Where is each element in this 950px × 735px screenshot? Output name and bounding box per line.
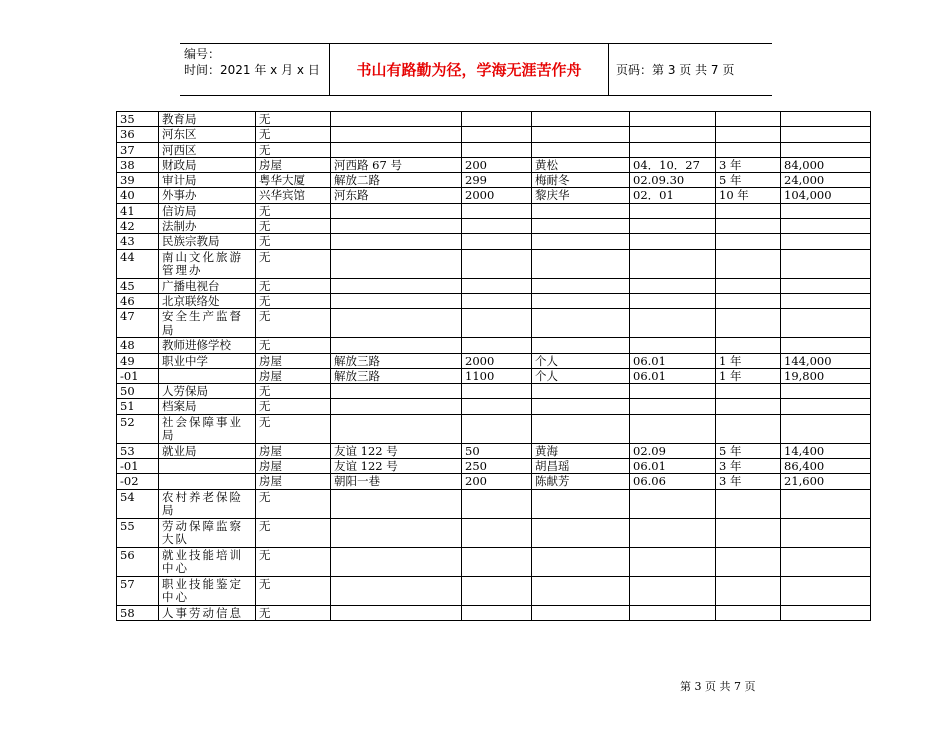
table-cell: 无 [256,338,331,353]
table-row [117,142,871,157]
table-cell: 19,800 [781,368,871,383]
table-cell [532,219,630,234]
table-row [117,399,871,414]
table-cell: 房屋 [256,353,331,368]
table-cell [331,203,462,218]
table-cell [781,547,871,576]
table-cell: 47 [117,309,159,338]
table-cell: 3 年 [716,474,781,489]
table-cell: 房屋 [256,368,331,383]
table-row [117,368,871,383]
table-cell: 02．01 [630,188,716,203]
table-cell: 无 [256,249,331,278]
table-cell: 解放三路 [331,368,462,383]
table-cell [331,547,462,576]
table-cell [159,459,256,474]
table-cell [462,489,532,518]
table-cell: 安全生产监督局 [159,309,256,338]
table-cell: 144,000 [781,353,871,368]
table-cell [331,489,462,518]
table-cell: 房屋 [256,157,331,172]
table-cell [462,399,532,414]
table-cell: 房屋 [256,443,331,458]
table-cell: 43 [117,234,159,249]
table-cell [781,414,871,443]
table-cell: 社会保障事业局 [159,414,256,443]
table-cell [462,338,532,353]
table-cell [532,338,630,353]
table-cell: 房屋 [256,459,331,474]
table-cell: 45 [117,278,159,293]
table-cell: 1 年 [716,368,781,383]
table-cell: 56 [117,547,159,576]
table-cell [532,234,630,249]
table-row [117,338,871,353]
table-cell [630,278,716,293]
table-cell [331,309,462,338]
table-row [117,203,871,218]
table-cell: 84,000 [781,157,871,172]
table-cell [630,234,716,249]
table-cell: 无 [256,219,331,234]
number-label: 编号： [184,47,221,61]
table-cell [781,309,871,338]
table-cell [781,338,871,353]
table-cell: 86,400 [781,459,871,474]
table-cell [331,338,462,353]
table-cell: 104,000 [781,188,871,203]
table-row [117,353,871,368]
table-cell: 无 [256,293,331,308]
table-cell [532,547,630,576]
table-cell [781,278,871,293]
table-cell: 2000 [462,353,532,368]
table-cell: 职业技能鉴定中心 [159,576,256,605]
table-cell [532,309,630,338]
table-cell: 广播电视台 [159,278,256,293]
table-cell [630,489,716,518]
table-cell [630,203,716,218]
table-cell: 就业技能培训中心 [159,547,256,576]
table-cell [331,234,462,249]
table-cell [630,547,716,576]
table-cell [462,605,532,620]
table-row [117,443,871,458]
table-cell: 24,000 [781,173,871,188]
table-cell [716,127,781,142]
table-cell [532,605,630,620]
table-cell [716,142,781,157]
table-cell [462,384,532,399]
time-label: 时间：2021 年 x 月 x 日 [184,63,320,77]
table-cell: 外事办 [159,188,256,203]
table-cell: 无 [256,547,331,576]
table-cell: 信访局 [159,203,256,218]
table-cell: 42 [117,219,159,234]
table-cell [462,142,532,157]
table-cell: 200 [462,157,532,172]
table-cell [532,384,630,399]
table-cell: 友谊 122 号 [331,443,462,458]
table-cell [781,234,871,249]
table-row [117,157,871,172]
table-cell: 职业中学 [159,353,256,368]
table-cell: -02 [117,474,159,489]
table-cell: 10 年 [716,188,781,203]
table-row [117,173,871,188]
table-cell [781,293,871,308]
table-cell: 黄松 [532,157,630,172]
table-cell [532,399,630,414]
table-cell: 陈献芳 [532,474,630,489]
table-cell [462,219,532,234]
table-row [117,474,871,489]
table-cell [532,518,630,547]
table-row [117,127,871,142]
table-cell [630,414,716,443]
table-cell: 52 [117,414,159,443]
table-cell: 1100 [462,368,532,383]
table-cell: 37 [117,142,159,157]
table-cell [331,605,462,620]
table-cell: 无 [256,489,331,518]
table-cell: 河西路 67 号 [331,157,462,172]
table-cell: 河西区 [159,142,256,157]
table-cell: 解放三路 [331,353,462,368]
table-cell: 06.01 [630,353,716,368]
table-cell: 50 [462,443,532,458]
table-cell [331,518,462,547]
table-cell [716,309,781,338]
table-cell: 人劳保局 [159,384,256,399]
table-cell: 02.09 [630,443,716,458]
table-cell: 无 [256,576,331,605]
table-cell [331,278,462,293]
table-cell: 48 [117,338,159,353]
table-cell: 朝阳一巷 [331,474,462,489]
table-cell: 个人 [532,353,630,368]
table-cell [532,293,630,308]
table-row [117,249,871,278]
table-cell: 5 年 [716,443,781,458]
table-cell [781,489,871,518]
table-cell: 无 [256,112,331,127]
table-cell [630,142,716,157]
table-cell: 55 [117,518,159,547]
table-cell [159,368,256,383]
table-cell: 54 [117,489,159,518]
table-cell: 41 [117,203,159,218]
table-cell: 人事劳动信息 [159,605,256,620]
table-cell [630,127,716,142]
table-cell: 无 [256,203,331,218]
table-cell: 财政局 [159,157,256,172]
table-cell: 14,400 [781,443,871,458]
table-cell: 2000 [462,188,532,203]
table-cell: -01 [117,459,159,474]
table-cell: 无 [256,384,331,399]
table-cell: 解放二路 [331,173,462,188]
table-cell [716,576,781,605]
table-cell: 农村养老保险局 [159,489,256,518]
table-cell [331,219,462,234]
table-cell [716,338,781,353]
table-cell [630,112,716,127]
table-cell [716,278,781,293]
table-cell [462,309,532,338]
table-cell [532,142,630,157]
table-cell [532,203,630,218]
table-cell [462,112,532,127]
table-cell: 民族宗教局 [159,234,256,249]
table-row [117,489,871,518]
table-cell: 北京联络处 [159,293,256,308]
table-cell: 无 [256,414,331,443]
table-cell [630,219,716,234]
table-cell [532,489,630,518]
table-cell: 38 [117,157,159,172]
table-cell: 49 [117,353,159,368]
table-cell [462,127,532,142]
table-cell [462,576,532,605]
table-cell [781,518,871,547]
table-cell [781,219,871,234]
table-cell [462,414,532,443]
table-cell [630,309,716,338]
table-cell [716,605,781,620]
table-cell: 友谊 122 号 [331,459,462,474]
table-cell [716,112,781,127]
table-cell [462,293,532,308]
table-cell [532,414,630,443]
table-cell: 无 [256,399,331,414]
table-cell: 3 年 [716,459,781,474]
table-cell: 57 [117,576,159,605]
table-cell [630,384,716,399]
table-cell [630,338,716,353]
table-cell [331,249,462,278]
table-cell: 黄海 [532,443,630,458]
table-cell [716,399,781,414]
table-cell [331,399,462,414]
table-cell [781,576,871,605]
table-cell: 53 [117,443,159,458]
table-cell [331,112,462,127]
table-cell: 劳动保障监察大队 [159,518,256,547]
table-cell: 法制办 [159,219,256,234]
table-cell: 58 [117,605,159,620]
table-cell [630,249,716,278]
table-cell [781,605,871,620]
table-cell [781,399,871,414]
table-cell [462,278,532,293]
table-cell [716,203,781,218]
table-cell [630,518,716,547]
table-cell [716,489,781,518]
table-cell: 21,600 [781,474,871,489]
table-cell: 胡昌瑶 [532,459,630,474]
table-cell: 教师进修学校 [159,338,256,353]
table-cell: 44 [117,249,159,278]
header-slogan: 书山有路勤为径，学海无涯苦作舟 [356,61,582,79]
table-cell: 06.06 [630,474,716,489]
table-cell [331,293,462,308]
table-cell [462,518,532,547]
table-cell [716,293,781,308]
table-cell: 1 年 [716,353,781,368]
page-footer: 第 3 页 共 7 页 [680,680,756,693]
table-cell [331,142,462,157]
table-cell [781,384,871,399]
table-row [117,518,871,547]
table-cell: 无 [256,127,331,142]
table-row [117,309,871,338]
table-cell [532,127,630,142]
table-cell: 无 [256,605,331,620]
table-cell [630,605,716,620]
table-cell: 无 [256,278,331,293]
table-cell [462,234,532,249]
page-header [180,43,772,96]
table-cell [532,278,630,293]
table-cell: 39 [117,173,159,188]
table-cell: 200 [462,474,532,489]
table-cell: 06.01 [630,368,716,383]
table-cell [716,414,781,443]
table-cell: 3 年 [716,157,781,172]
table-cell [331,414,462,443]
table-cell: 299 [462,173,532,188]
table-cell: 档案局 [159,399,256,414]
table-cell: 51 [117,399,159,414]
table-cell: 兴华宾馆 [256,188,331,203]
table-cell: 250 [462,459,532,474]
table-cell: 无 [256,234,331,249]
table-cell: 04．10．27 [630,157,716,172]
table-row [117,414,871,443]
table-cell: 就业局 [159,443,256,458]
header-divider [608,44,609,95]
table-cell [716,219,781,234]
table-cell: 个人 [532,368,630,383]
table-cell: 无 [256,518,331,547]
table-cell: 河东区 [159,127,256,142]
table-row [117,576,871,605]
table-cell: 5 年 [716,173,781,188]
table-cell [716,384,781,399]
table-cell: 35 [117,112,159,127]
table-cell [716,518,781,547]
table-cell [781,249,871,278]
table-cell [462,547,532,576]
header-info [184,46,330,78]
table-cell: 40 [117,188,159,203]
table-cell: 南山文化旅游管理办 [159,249,256,278]
table-cell [716,234,781,249]
table-row [117,112,871,127]
table-cell: 06.01 [630,459,716,474]
table-cell [630,576,716,605]
table-cell [462,249,532,278]
table-cell: 无 [256,309,331,338]
table-cell: 粤华大厦 [256,173,331,188]
header-page-label: 页码：第 3 页 共 7 页 [616,63,735,77]
table-cell [532,576,630,605]
table-cell [331,127,462,142]
table-cell: 36 [117,127,159,142]
table-cell: 审计局 [159,173,256,188]
table-cell: 50 [117,384,159,399]
table-cell [781,112,871,127]
table-cell [532,249,630,278]
table-row [117,219,871,234]
table-cell [159,474,256,489]
table-cell [716,249,781,278]
table-cell: 河东路 [331,188,462,203]
table-cell [781,203,871,218]
table-cell: 46 [117,293,159,308]
table-cell [462,203,532,218]
table-cell [532,112,630,127]
table-cell [781,127,871,142]
table-cell: 梅耐冬 [532,173,630,188]
table-cell: 教育局 [159,112,256,127]
table-cell [331,384,462,399]
table-cell: 黎庆华 [532,188,630,203]
table-cell: -01 [117,368,159,383]
table-cell: 02.09.30 [630,173,716,188]
table-cell: 房屋 [256,474,331,489]
table-row [117,605,871,620]
data-table [116,111,871,621]
table-cell [331,576,462,605]
table-row [117,278,871,293]
table-row [117,293,871,308]
table-cell [716,547,781,576]
table-cell [630,399,716,414]
table-row [117,234,871,249]
table-cell [630,293,716,308]
table-cell: 无 [256,142,331,157]
table-row [117,459,871,474]
table-row [117,384,871,399]
table-cell [781,142,871,157]
table-row [117,188,871,203]
table-row [117,547,871,576]
